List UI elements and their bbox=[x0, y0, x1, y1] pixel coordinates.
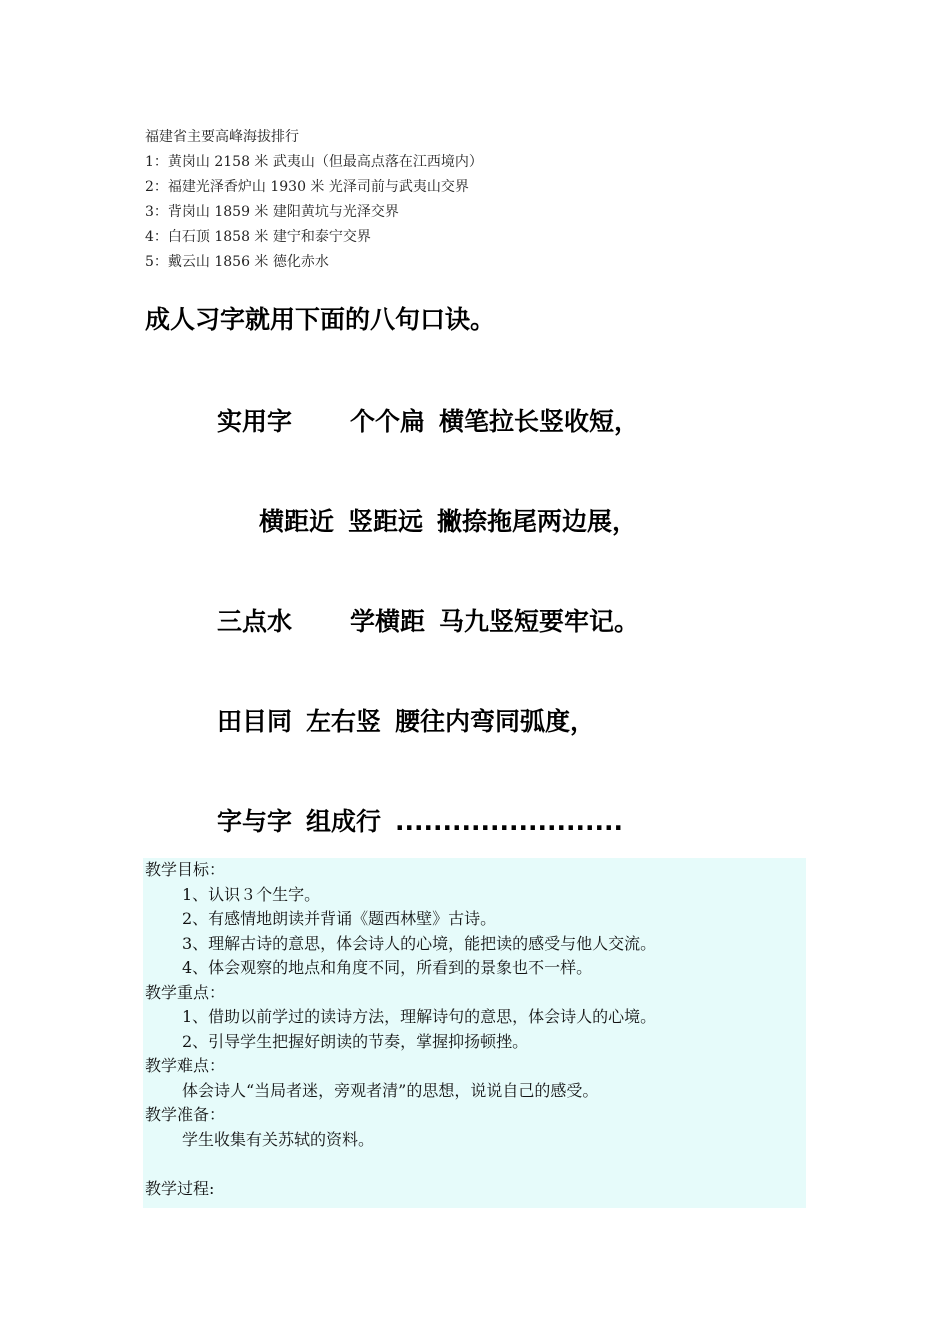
goal-item: 1、认识３个生字。 bbox=[182, 884, 321, 904]
verse-line-1 bbox=[217, 402, 639, 438]
verse-segment: 竖距远 bbox=[348, 507, 424, 536]
teaching-plan bbox=[143, 858, 806, 1208]
verse-segment: 腰往内弯同弧度， bbox=[395, 707, 596, 736]
mnemonic-heading: 成人习字就用下面的八句口诀。 bbox=[145, 305, 496, 334]
difficulty-title: 教学难点： bbox=[145, 1056, 226, 1075]
verse-segment: 三点水 bbox=[217, 607, 293, 636]
verse-segment: 横笔拉长竖收短， bbox=[439, 407, 640, 436]
verse-segment: 实用字 bbox=[217, 407, 293, 436]
verse-segment: 学横距 bbox=[350, 607, 426, 636]
peak-list-title: 福建省主要高峰海拔排行 bbox=[145, 129, 299, 145]
verse-ellipsis: ........................ bbox=[395, 807, 623, 836]
preparation-text: 学生收集有关苏轼的资料。 bbox=[182, 1129, 375, 1149]
key-point-item: 2、引导学生把握好朗读的节奏，掌握抑扬顿挫。 bbox=[182, 1031, 529, 1051]
difficulty-text: 体会诗人“当局者迷，旁观者清”的思想，说说自己的感受。 bbox=[182, 1080, 599, 1100]
peak-item: 1：黄岗山 2158 米 武夷山（但最高点落在江西境内） bbox=[145, 154, 483, 170]
peak-item: 4：白石顶 1858 米 建宁和泰宁交界 bbox=[145, 229, 371, 245]
verse-line-5 bbox=[217, 802, 623, 838]
verse-line-3 bbox=[217, 602, 639, 638]
key-points-title: 教学重点： bbox=[145, 982, 226, 1002]
goal-item: 2、有感情地朗读并背诵《题西林壁》古诗。 bbox=[182, 909, 497, 928]
goal-item: 4、体会观察的地点和角度不同，所看到的景象也不一样。 bbox=[182, 958, 593, 977]
peak-item: 3：背岗山 1859 米 建阳黄坑与光泽交界 bbox=[145, 204, 399, 220]
key-point-item: 1、借助以前学过的读诗方法，理解诗句的意思，体会诗人的心境。 bbox=[182, 1007, 657, 1026]
blank-line bbox=[143, 1152, 806, 1177]
peak-item: 5：戴云山 1856 米 德化赤水 bbox=[145, 254, 329, 270]
goal-item: 3、理解古诗的意思，体会诗人的心境，能把读的感受与他人交流。 bbox=[182, 933, 657, 953]
peak-item: 2：福建光泽香炉山 1930 米 光泽司前与武夷山交界 bbox=[145, 179, 469, 195]
verse-line-4 bbox=[217, 702, 595, 738]
peak-list bbox=[145, 125, 845, 275]
process-title: 教学过程: bbox=[145, 1178, 215, 1198]
preparation-title: 教学准备： bbox=[145, 1105, 226, 1124]
verse-segment: 横距近 bbox=[259, 507, 335, 536]
verse-segment: 组成行 bbox=[306, 807, 382, 836]
verse-segment: 左右竖 bbox=[306, 707, 382, 736]
verse-line-2 bbox=[259, 502, 637, 538]
verse-segment: 马九竖短要牢记。 bbox=[439, 607, 640, 636]
verse-segment: 田目同 bbox=[217, 707, 293, 736]
verse-segment: 字与字 bbox=[217, 807, 293, 836]
verse-segment: 撇捺拖尾两边展， bbox=[437, 507, 638, 536]
verse-segment: 个个扁 bbox=[350, 407, 426, 436]
goals-title: 教学目标： bbox=[145, 860, 226, 879]
